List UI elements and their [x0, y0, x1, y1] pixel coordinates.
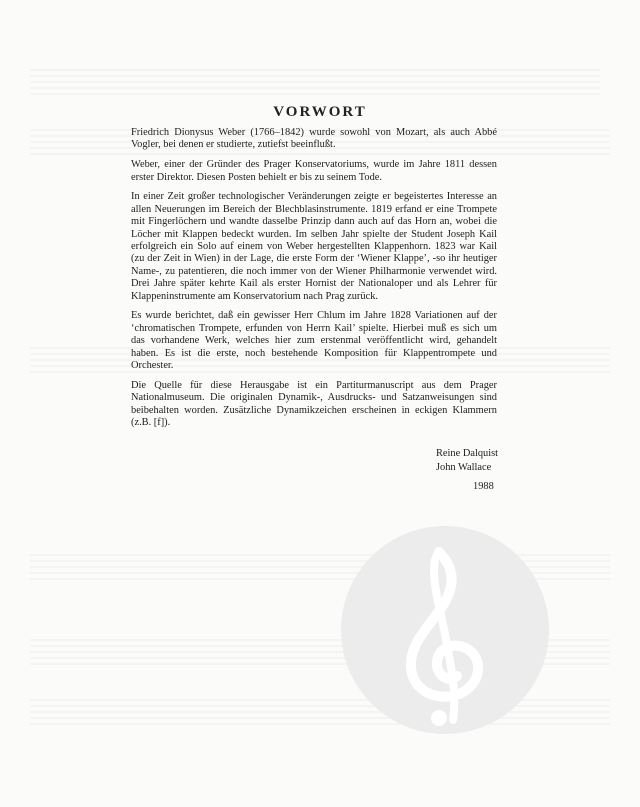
paragraph-1: Friedrich Dionysus Weber (1766–1842) wurde sowohl von Mozart, als auch Abbé Vogler, bei denen er studierte, zutiefst beeinflußt. — [131, 127, 497, 151]
preface-body — [131, 127, 497, 437]
treble-clef-watermark-icon — [339, 524, 551, 736]
signature-block — [436, 447, 498, 494]
paragraph-3: In einer Zeit großer technologischer Veränderungen zeigte er begeistertes Interesse an allen Neuerungen im Bereich der Blechblasinstrumente. 1819 erfand er eine Trompete mit Fingerlöchern und wandte dasselbe Prinzip dann auch auf das Horn an, wobei die Löcher mit Klappen bedeckt wurden. Im selben Jahr spielte der Student Joseph Kail erfolgreich ein Solo auf einem von Weber hergestellten Klappenhorn. 1823 war Kail (zu der Zeit in Wien) in der Lage, die erste Form der ‘Wiener Klappe’, -so ihr heutiger Name-, zu patentieren, die noch immer von der Wiener Philharmonie verwendet wird. Drei Jahre später kehrte Kail als erster Hornist der Nationaloper und als Lehrer für Klappeninstrumente am Konservatorium nach Prag zurück. — [131, 191, 497, 302]
paragraph-4: Es wurde berichtet, daß ein gewisser Herr Chlum im Jahre 1828 Variationen auf der ‘chromatischen Trompete, erfunden von Herrn Kail’ spielte. Hierbei muß es sich um das vorhandene Werk, welches hier zum erstenmal veröffentlicht wird, gehandelt haben. Es ist die erste, noch bestehende Komposition für Klappentrompete und Orchester. — [131, 310, 497, 372]
page-title: VORWORT — [273, 104, 367, 120]
paragraph-2: Weber, einer der Gründer des Prager Konservatoriums, wurde im Jahre 1811 dessen erster Direktor. Diesen Posten behielt er bis zu seinem Tode. — [131, 159, 497, 183]
author-name: Reine Dalquist — [436, 448, 499, 459]
paragraph-5: Die Quelle für diese Herausgabe ist ein Partiturmanuscript aus dem Prager Nationalmuseum. Die originalen Dynamik-, Ausdrucks- und Satzanweisungen sind beibehalten worden. Zusätzliche Dynamikzeichen erscheinen in eckigen Klammern (z.B. [f]). — [131, 379, 497, 429]
preface-year: 1988 — [473, 481, 494, 492]
clef-dot — [431, 710, 447, 726]
author-name: John Wallace — [436, 461, 492, 473]
